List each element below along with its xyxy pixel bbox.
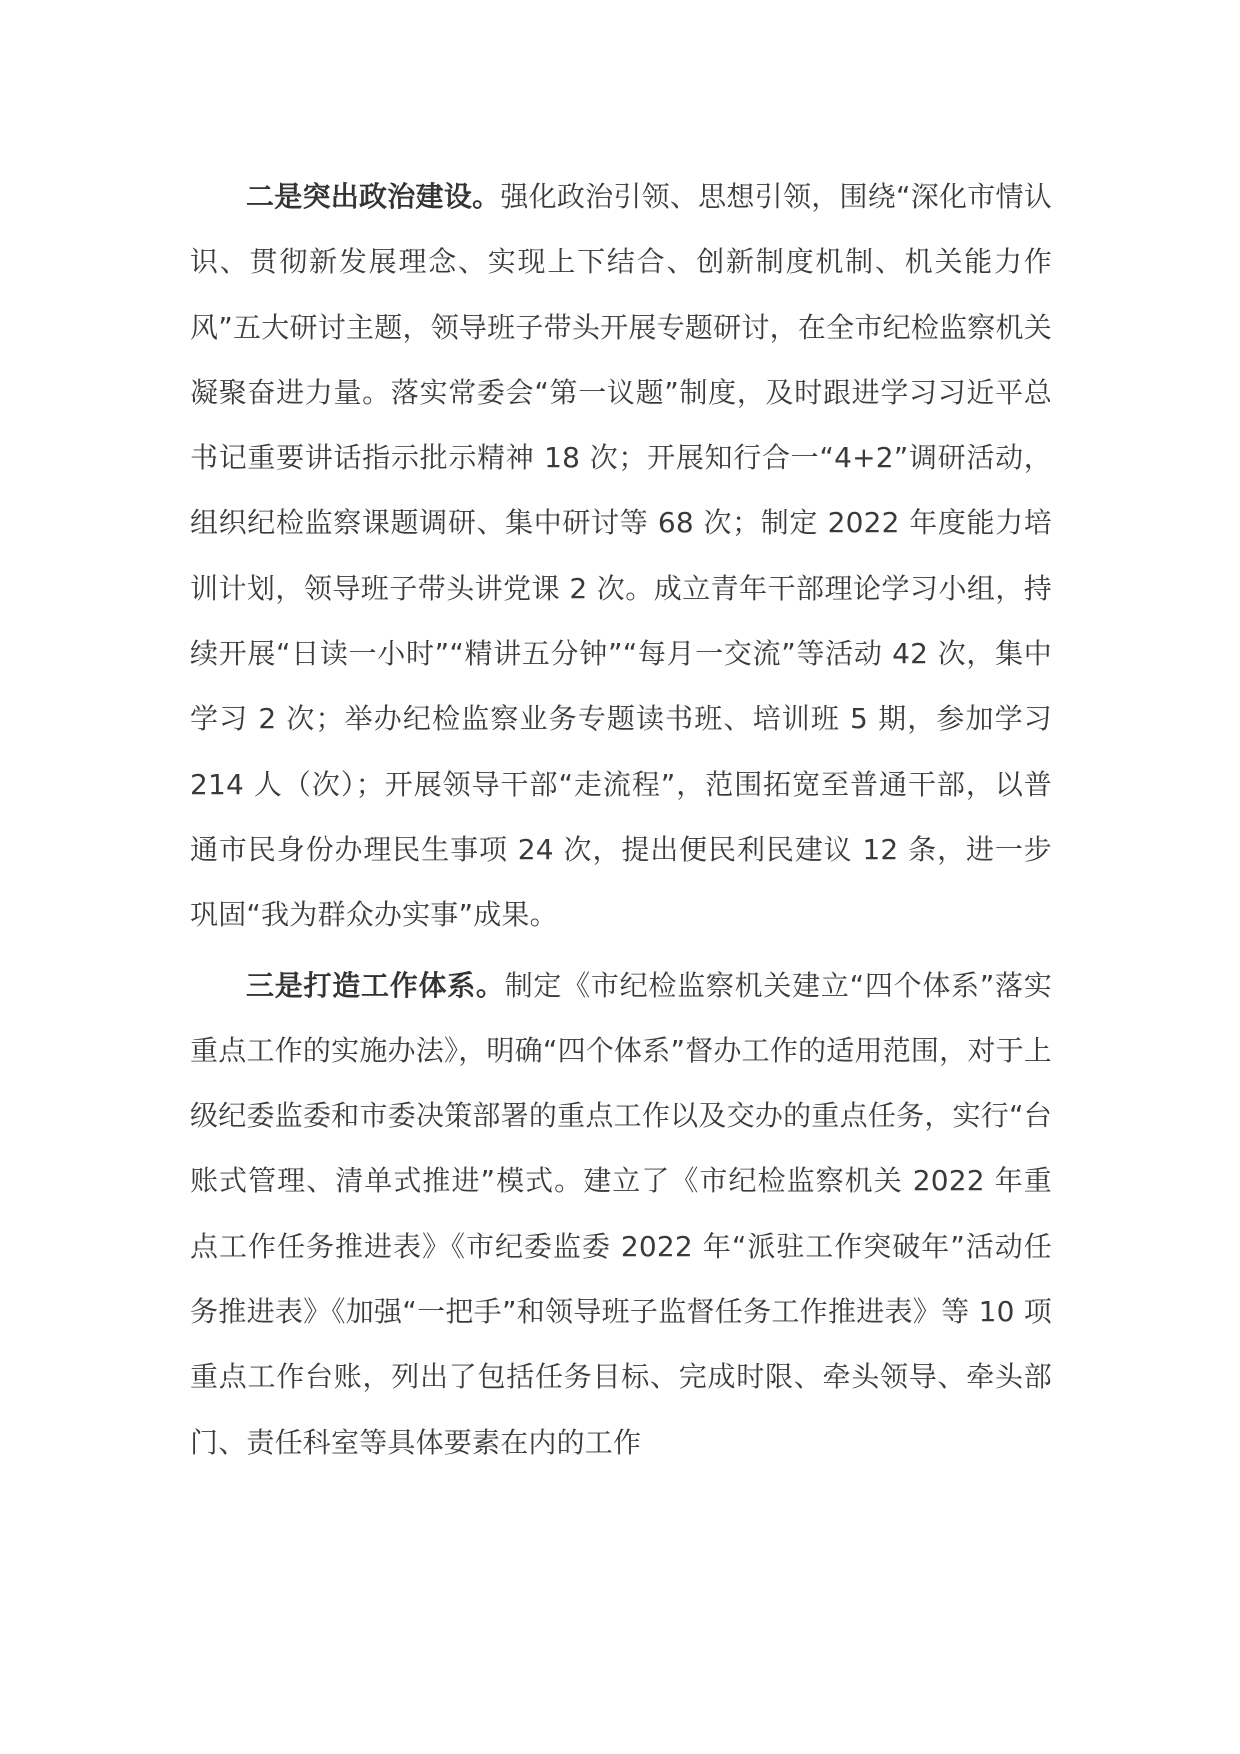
paragraph-text: 制定《市纪检监察机关建立“四个体系”落实重点工作的实施办法》，明确“四个体系”督办工作的适用范围，对于上级纪委监委和市委决策部署的重点工作以及交办的重点任务，实行“台账式管理、清单式推进”模式。建立了《市纪检监察机关 2022 年重点工作任务推进表》《市纪委监委 2022 年“派驻工作突破年”活动任务推进表》《加强“一把手”和领导班子监督任务工作推进表》等 10 项重点工作台账，列出了包括任务目标、完成时限、牵头领导、牵头部门、责任科室等具体要素在内的工作 bbox=[190, 968, 1052, 1459]
paragraph-work-system bbox=[190, 953, 1052, 1475]
document-body bbox=[190, 164, 1052, 1480]
paragraph-text: 强化政治引领、思想引领，围绕“深化市情认识、贯彻新发展理念、实现上下结合、创新制度机制、机关能力作风”五大研讨主题，领导班子带头开展专题研讨，在全市纪检监察机关凝聚奋进力量。落实常委会“第一议题”制度，及时跟进学习习近平总书记重要讲话指示批示精神 18 次；开展知行合一“4+2”调研活动，组织纪检监察课题调研、集中研讨等 68 次；制定 2022 年度能力培训计划，领导班子带头讲党课 2 次。成立青年干部理论学习小组，持续开展“日读一小时”“精讲五分钟”“每月一交流”等活动 42 次，集中学习 2 次；举办纪检监察业务专题读书班、培训班 5 期，参加学习 214 人（次）；开展领导干部“走流程”，范围拓宽至普通干部，以普通市民身份办理民生事项 24 次，提出便民利民建议 12 条，进一步巩固“我为群众办实事”成果。 bbox=[190, 180, 1052, 932]
paragraph-lead: 三是打造工作体系。 bbox=[246, 968, 505, 1002]
paragraph-lead: 二是突出政治建设。 bbox=[246, 180, 501, 213]
paragraph-political-building bbox=[190, 164, 1052, 948]
